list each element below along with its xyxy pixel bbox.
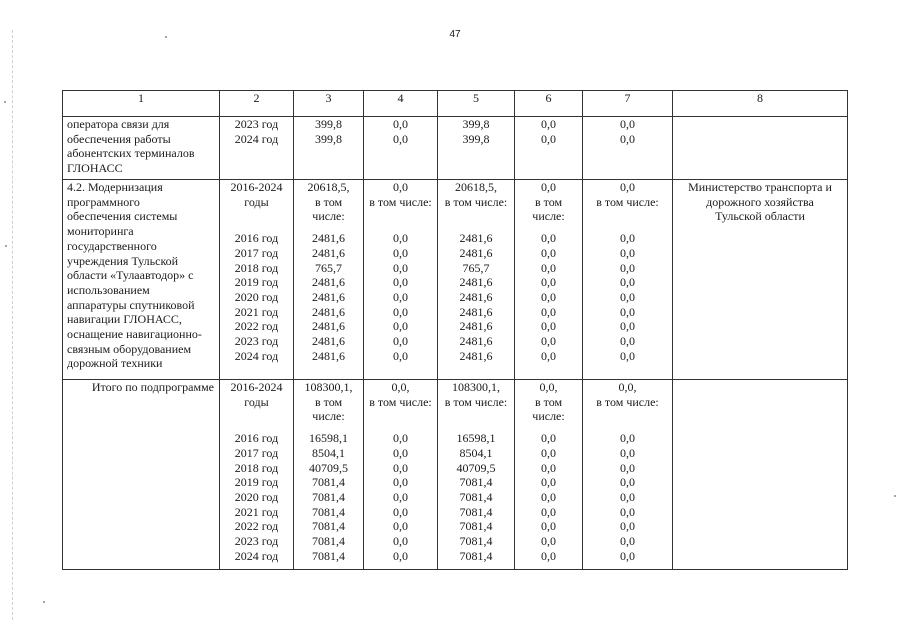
cell-line: 2018 год: [234, 260, 279, 275]
cell-line: 399,8: [462, 131, 490, 146]
cell-line: 0,0: [620, 445, 635, 460]
regional-budget-cell: [438, 180, 515, 380]
cell-line: 20618,5,: [455, 180, 497, 194]
scan-speck: [5, 245, 7, 247]
cell-line: 0,0: [620, 475, 635, 490]
cell-line: 0,0: [541, 334, 556, 349]
cell-line-group: [583, 231, 672, 363]
cell-line: 2481,6: [312, 348, 345, 363]
cell-line: 2021 год: [234, 304, 279, 319]
cell-line: годы: [244, 394, 269, 409]
subprogram-total-label: Итого по подпрограмме: [91, 380, 214, 394]
cell-line: 0,0: [393, 460, 408, 475]
cell-line: 2018 год: [234, 460, 279, 475]
cell-line-group: [294, 180, 363, 224]
cell-line: 0,0: [541, 245, 556, 260]
cell-line: 2481,6: [312, 304, 345, 319]
cell-line: 7081,4: [459, 548, 493, 563]
extrabudget-cell: [583, 117, 673, 180]
cell-line: 2481,6: [312, 275, 345, 290]
cell-line: в том: [314, 394, 343, 409]
period-cell: [220, 380, 294, 570]
cell-line: 0,0: [620, 231, 635, 246]
cell-line: в том: [534, 194, 563, 209]
table-row: [63, 180, 848, 380]
cell-line: 2481,6: [459, 348, 493, 363]
cell-line: 0,0: [620, 548, 635, 563]
cell-line: 2481,6: [312, 319, 345, 334]
table-row: [63, 380, 848, 570]
cell-line: 0,0: [541, 180, 556, 194]
cell-line: 0,0: [541, 489, 556, 504]
cell-line: абонентских терминалов: [67, 146, 195, 161]
cell-line: 7081,4: [312, 475, 345, 490]
cell-line: 0,0: [541, 534, 556, 549]
cell-line-group: [220, 380, 293, 409]
scan-speck: [43, 601, 45, 603]
cell-line: 0,0: [541, 519, 556, 534]
cell-line: связным оборудованием: [67, 341, 192, 356]
cell-line: 0,0: [620, 534, 635, 549]
cell-line: 2481,6: [312, 334, 345, 349]
cell-line: 7081,4: [312, 548, 345, 563]
municipal-budget-cell: [515, 380, 583, 570]
cell-line: 108300,1,: [452, 380, 500, 394]
cell-line: 0,0: [393, 131, 408, 146]
cell-line-group: [438, 117, 514, 146]
cell-line: числе:: [532, 409, 565, 424]
cell-line: 7081,4: [459, 504, 493, 519]
cell-line: 7081,4: [459, 519, 493, 534]
cell-line: 40709,5: [456, 460, 496, 475]
cell-line: 0,0: [620, 260, 635, 275]
executor-cell: [673, 117, 848, 180]
cell-line: в том числе:: [369, 194, 432, 209]
cell-line-group: [294, 231, 363, 363]
cell-line: 2481,6: [459, 289, 493, 304]
cell-line: 0,0: [620, 489, 635, 504]
cell-line: 0,0: [393, 334, 408, 349]
cell-line: 399,8: [315, 131, 342, 146]
cell-line: 2481,6: [459, 334, 493, 349]
cell-line: дорожной техники: [67, 356, 163, 371]
municipal-budget-cell: [515, 117, 583, 180]
cell-line: 765,7: [462, 260, 490, 275]
cell-line: 2021 год: [234, 504, 279, 519]
cell-line: 7081,4: [312, 489, 345, 504]
event-name-cell: [63, 180, 220, 380]
cell-line: 0,0: [620, 460, 635, 475]
cell-line: 2481,6: [312, 245, 345, 260]
cell-line: 2019 год: [234, 475, 279, 490]
cell-line: 0,0: [393, 534, 408, 549]
cell-line: 0,0: [541, 260, 556, 275]
total-amount-cell: [294, 117, 364, 180]
federal-budget-cell: [364, 380, 438, 570]
cell-line: в том: [314, 194, 343, 209]
extrabudget-cell: [583, 180, 673, 380]
cell-line: Тульской области: [715, 209, 805, 224]
cell-line: 0,0: [541, 117, 556, 131]
cell-line: оператора связи для: [67, 117, 170, 131]
cell-line: 0,0: [620, 504, 635, 519]
cell-line: 0,0: [620, 334, 635, 349]
cell-line-group: [515, 117, 582, 146]
column-header: 8: [673, 91, 848, 117]
column-header: 2: [220, 91, 294, 117]
cell-line: 0,0: [393, 445, 408, 460]
cell-line: 2481,6: [312, 231, 345, 246]
subprogram-total-label-cell: [63, 380, 220, 570]
cell-line: 0,0: [620, 117, 635, 131]
cell-line: государственного: [67, 238, 157, 253]
cell-line: 0,0: [393, 245, 408, 260]
total-amount-cell: [294, 380, 364, 570]
cell-line: оснащение навигационно-: [67, 327, 202, 342]
executor-cell: [673, 180, 848, 380]
cell-line: 4.2. Модернизация: [67, 180, 163, 194]
cell-line: в том числе:: [596, 194, 659, 209]
cell-line: 16598,1: [309, 431, 348, 446]
cell-line: 2022 год: [234, 519, 279, 534]
cell-line: 0,0: [393, 489, 408, 504]
cell-line: 0,0: [541, 548, 556, 563]
cell-line: 0,0: [620, 519, 635, 534]
cell-line-group: [294, 431, 363, 563]
cell-line: 7081,4: [312, 534, 345, 549]
cell-line: 0,0: [620, 275, 635, 290]
cell-line: навигации ГЛОНАСС,: [67, 312, 182, 327]
total-amount-cell: [294, 180, 364, 380]
cell-line: 2017 год: [234, 445, 279, 460]
cell-line: 399,8: [462, 117, 490, 131]
event-name-cell: [63, 117, 220, 180]
cell-line: 0,0: [541, 231, 556, 246]
cell-line-group: [364, 431, 437, 563]
cell-line: годы: [244, 194, 269, 209]
extrabudget-cell: [583, 380, 673, 570]
cell-line: в том числе:: [596, 394, 659, 409]
cell-line: 2023 год: [234, 534, 279, 549]
cell-line: 0,0: [620, 131, 635, 146]
cell-line: 0,0,: [618, 380, 637, 394]
cell-line: 2481,6: [459, 245, 493, 260]
cell-line: 2023 год: [234, 117, 279, 131]
cell-line: числе:: [312, 409, 345, 424]
cell-line: использованием: [67, 282, 150, 297]
cell-line: 2016-2024: [230, 380, 283, 394]
cell-line: 0,0: [541, 431, 556, 446]
cell-line: 0,0: [620, 348, 635, 363]
column-header: 1: [63, 91, 220, 117]
municipal-budget-cell: [515, 180, 583, 380]
cell-line: 7081,4: [459, 534, 493, 549]
cell-line: 0,0: [393, 319, 408, 334]
cell-line: 16598,1: [456, 431, 496, 446]
cell-line-group: [583, 180, 672, 209]
cell-line: 108300,1,: [304, 380, 353, 394]
cell-line: 2481,6: [459, 275, 493, 290]
cell-line: числе:: [312, 209, 345, 224]
cell-line: в том: [534, 394, 563, 409]
cell-line: мониторинга: [67, 224, 134, 239]
cell-line: обеспечения работы: [67, 131, 171, 146]
cell-line: 0,0: [393, 289, 408, 304]
cell-line: 0,0: [393, 260, 408, 275]
cell-line: 0,0: [393, 548, 408, 563]
cell-line: 0,0: [393, 348, 408, 363]
cell-line: 0,0: [541, 504, 556, 519]
cell-line-group: [438, 231, 514, 363]
scan-margin-line: [12, 30, 13, 620]
cell-line-group: [364, 231, 437, 363]
cell-line: 2481,6: [312, 289, 345, 304]
cell-line-group: [294, 117, 363, 146]
cell-line-group: [220, 117, 293, 146]
cell-line: 0,0: [541, 475, 556, 490]
scan-speck: [165, 36, 167, 38]
cell-line: 0,0: [620, 304, 635, 319]
cell-line: в том числе:: [444, 394, 508, 409]
cell-line-group: [515, 231, 582, 363]
cell-line: 7081,4: [459, 475, 493, 490]
cell-line: 399,8: [315, 117, 342, 131]
executor-cell: [673, 380, 848, 570]
cell-line-group: [583, 117, 672, 146]
cell-line: 0,0: [541, 348, 556, 363]
cell-line-group: [438, 180, 514, 209]
cell-line: 0,0: [620, 319, 635, 334]
cell-line-group: [515, 431, 582, 563]
cell-line-group: [364, 117, 437, 146]
column-header: 4: [364, 91, 438, 117]
cell-line: 40709,5: [309, 460, 348, 475]
cell-line: 0,0: [541, 289, 556, 304]
cell-line-group: [364, 380, 437, 409]
cell-line: 0,0: [393, 117, 408, 131]
cell-line: 2024 год: [234, 348, 279, 363]
page-number: 47: [449, 29, 461, 40]
cell-line: 0,0: [393, 504, 408, 519]
cell-line: в том числе:: [444, 194, 508, 209]
cell-line: 765,7: [315, 260, 342, 275]
cell-line: 0,0: [620, 180, 635, 194]
cell-line: 2020 год: [234, 489, 279, 504]
cell-line: 2016 год: [234, 231, 279, 246]
cell-line: 2481,6: [459, 231, 493, 246]
cell-line: области «Тулаавтодор» с: [67, 268, 194, 283]
regional-budget-cell: [438, 380, 515, 570]
cell-line-group: [67, 117, 217, 176]
cell-line-group: [583, 431, 672, 563]
cell-line: 0,0: [393, 231, 408, 246]
cell-line: 8504,1: [459, 445, 493, 460]
cell-line-group: [676, 180, 844, 224]
cell-line-group: [364, 180, 437, 209]
cell-line: 0,0: [541, 445, 556, 460]
cell-line: обеспечения системы: [67, 209, 178, 224]
table-header-row: [63, 91, 848, 117]
cell-line: 2024 год: [234, 131, 279, 146]
cell-line: 8504,1: [312, 445, 345, 460]
cell-line-group: [583, 380, 672, 409]
budget-table: [62, 90, 848, 570]
cell-line: 7081,4: [459, 489, 493, 504]
federal-budget-cell: [364, 180, 438, 380]
cell-line: дорожного хозяйства: [706, 194, 814, 209]
cell-line: учреждения Тульской: [67, 253, 179, 268]
cell-line-group: [438, 380, 514, 409]
cell-line: 0,0: [620, 289, 635, 304]
cell-line: 0,0: [393, 519, 408, 534]
cell-line: 2024 год: [234, 548, 279, 563]
cell-line: 2023 год: [234, 334, 279, 349]
regional-budget-cell: [438, 117, 515, 180]
cell-line: аппаратуры спутниковой: [67, 297, 195, 312]
scan-speck: [4, 101, 6, 103]
cell-line: 0,0: [541, 131, 556, 146]
cell-line-group: [220, 431, 293, 563]
cell-line-group: [67, 180, 217, 371]
cell-line: 0,0,: [391, 380, 410, 394]
cell-line-group: [515, 180, 582, 224]
cell-line: Министерство транспорта и: [688, 180, 832, 194]
cell-line: 0,0: [393, 431, 408, 446]
cell-line: 0,0: [541, 460, 556, 475]
period-cell: [220, 180, 294, 380]
cell-line: 7081,4: [312, 519, 345, 534]
cell-line: 0,0: [541, 304, 556, 319]
column-header: 6: [515, 91, 583, 117]
cell-line: 0,0: [620, 431, 635, 446]
cell-line-group: [438, 431, 514, 563]
cell-line: 2020 год: [234, 289, 279, 304]
cell-line: 20618,5,: [307, 180, 350, 194]
cell-line-group: [220, 180, 293, 209]
cell-line: 2016-2024: [230, 180, 283, 194]
cell-line: 0,0,: [539, 380, 558, 394]
cell-line: 2022 год: [234, 319, 279, 334]
cell-line: 2017 год: [234, 245, 279, 260]
cell-line: 2019 год: [234, 275, 279, 290]
cell-line: 2481,6: [459, 304, 493, 319]
cell-line: 0,0: [393, 475, 408, 490]
cell-line-group: [515, 380, 582, 424]
column-header: 7: [583, 91, 673, 117]
table-row: [63, 117, 848, 180]
cell-line: 0,0: [541, 319, 556, 334]
cell-line: в том числе:: [369, 394, 432, 409]
column-header: 5: [438, 91, 515, 117]
cell-line-group: [220, 231, 293, 363]
cell-line: 2016 год: [234, 431, 279, 446]
cell-line: числе:: [532, 209, 565, 224]
cell-line: 0,0: [393, 275, 408, 290]
cell-line-group: [294, 380, 363, 424]
cell-line: 0,0: [393, 180, 408, 194]
cell-line: 2481,6: [459, 319, 493, 334]
cell-line: 0,0: [541, 275, 556, 290]
cell-line: 0,0: [620, 245, 635, 260]
column-header: 3: [294, 91, 364, 117]
cell-line: программного: [67, 194, 140, 209]
federal-budget-cell: [364, 117, 438, 180]
scan-speck: [894, 495, 896, 497]
cell-line: 7081,4: [312, 504, 345, 519]
period-cell: [220, 117, 294, 180]
cell-line: ГЛОНАСС: [67, 161, 123, 176]
cell-line: 0,0: [393, 304, 408, 319]
